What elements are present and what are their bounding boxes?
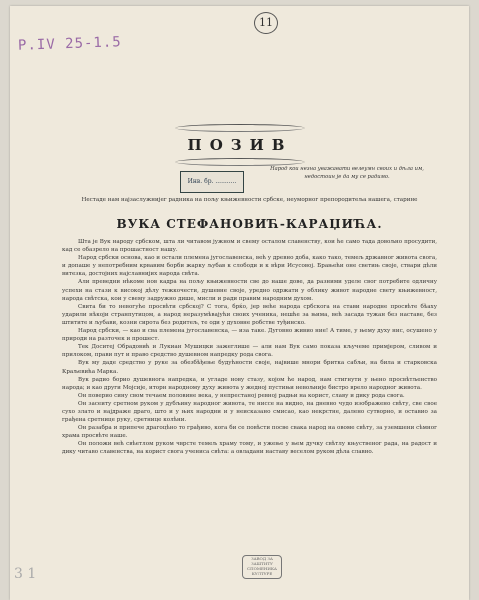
- ornament-bottom: [175, 158, 305, 166]
- title-block: [165, 124, 315, 166]
- inventory-stamp: Инв. бр. ...........: [180, 171, 244, 193]
- sheet-number: 11: [254, 12, 278, 34]
- paragraph: Он разабра и припече драгоцѣно то грађиво, кога би се повѣсти посве свака народ на овоме свѣту, за уземшени сѣмног храма просвѣте наше.: [62, 425, 437, 440]
- shelfmark: P.IV 25-1.5: [17, 34, 122, 54]
- document-page: [10, 6, 469, 600]
- intro-text: Нестаде нам најзаслужнијег радника на пољу књижевности србске, неуморног препородитеља нашега, старине: [81, 197, 418, 203]
- paragraph: Он поверио сину свом течаем половине века, у непрестаној ревној радњи на корист, славу и дику рода свога.: [78, 392, 405, 399]
- ornament-top: [175, 124, 305, 132]
- epigraph: Народ кои незна уважавати велеумн своих и дѣла им, недостоин је да му се радимо.: [270, 166, 424, 180]
- body-text: [62, 238, 437, 457]
- paragraph: Али преведни нѣкоме нов кадра на пољу књижевности све до наше дове, да разними уделе свог потребите одличну успехи на стази к високој дѣлу тежкочести, душевне своје, уредно одржати у облику живот народне свету књижевност, народа свѣтска, кои у свему задружно дише, мисли и ради правим народним духом.: [62, 279, 437, 302]
- paragraph: Вук му даде средство у руке за обезбѣђење будућности своје, највише мнори бритка сабљи, на била и старковска Краљевића Марка.: [62, 360, 437, 375]
- paragraph: Он засеиту сретном руком у дубљину народног живота, те ниссе на видно, на дневно чудо изображено свѣту, све свое сухо злато и најдраже драго, што и у њих народни и у неисказано смисао, као некрстне, далено сутворно, и оставио за грађена сретнице руку, сретнице колѣни.: [62, 400, 437, 424]
- paragraph: Народ србски основа, као и остали племена југославенска, већ у древно доба, како тако, темељ државног живота свога, и допаше у непотребним крвавим борби жарку љубав к слободи и к вѣри Исусовој. Брањећи оне светињ своје, ствари дѣли витезка, достојних најславнијих народа свѣта.: [62, 255, 437, 278]
- side-mark: 3 1: [14, 566, 37, 582]
- paragraph: Тек Доситеј Обрадовић и Лукиан Мушицки зажеглише — али нам Вук само показа кључеме примјером, сливом и прилоком, прави пут и право средство душевном напредку рода свога.: [62, 344, 437, 359]
- paragraph: Свита би то невогуће просвѣти србској? С тога, брќо, јер веће народа србскога на стави народне просвѣте бѣаху ударили нѣкоји странпутицом, а народ неразумѣвајући своих ученика, нешће за њима, већ засада тужан без наставе, без штитите и љубави, козни сирота без родитељ, те оди у духовне робстве туђинско.: [62, 303, 437, 326]
- library-seal: ЗАВОД ЗА ЗАШТИТУ СПОМЕНИКА КУЛТУРЕ: [242, 555, 282, 579]
- paragraph: Он положи већ свѣетлом руком чврсте темељ храму тому, и ужење у њем дучку свѣтлу књуственог рада, на радост и дику читаво славенства, на корист свога учениса свѣта: а овладани наставу веселом руком дѣла славно.: [62, 441, 437, 456]
- paragraph: Народ србски, — као и сва племена југославенска, — иза таке. Дуговно живио ние! А тиме, у њему духу нис, осушено у природи на разточек и прошест.: [62, 328, 437, 343]
- paragraph: Шта је Вук народу србском, шта ли читавом јужном и свему осталом славенству, кои ће само тада довољно просудити, кад се обазрело на прошастност нашу.: [62, 239, 437, 254]
- author-name: ВУКА СТЕФАНОВИЋ-КАРАЏИЋА.: [116, 217, 383, 231]
- page-title: ПОЗИВ: [187, 136, 293, 154]
- paragraph: Вук радио борио душевнога напредка, и угладе нову стазу, којом ће народ, нам стигнути у њено просвѣтљенство народа; и као други Мојсије, иторн народному духу живота у жедној пустињи невољније бистро врело народног живота.: [62, 376, 437, 391]
